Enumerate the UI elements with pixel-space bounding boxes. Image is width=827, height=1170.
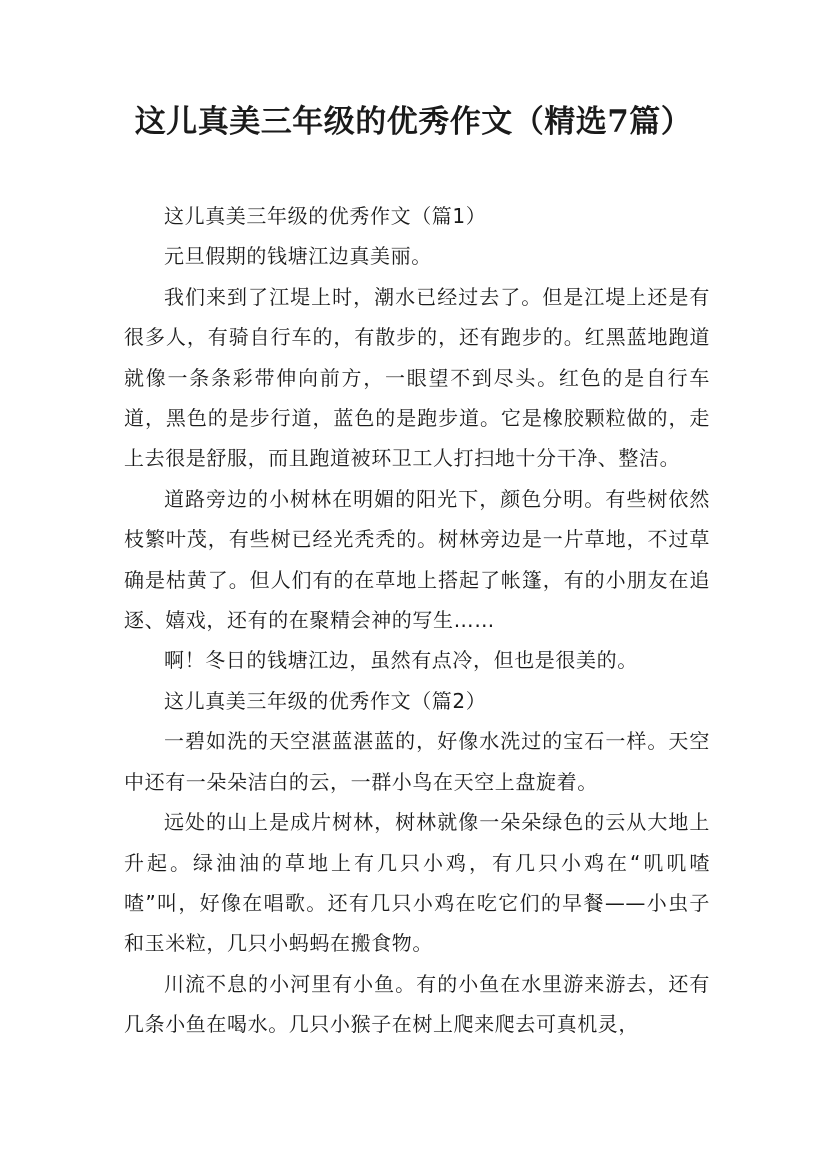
paragraph: 一碧如洗的天空湛蓝湛蓝的，好像水洗过的宝石一样。天空中还有一朵朵洁白的云，一群小鸟在天空上盘旋着。 <box>124 729 710 794</box>
paragraph: 川流不息的小河里有小鱼。有的小鱼在水里游来游去，还有几条小鱼在喝水。几只小猴子在树上爬来爬去可真机灵， <box>124 971 710 1037</box>
paragraph: 我们来到了江堤上时，潮水已经过去了。但是江堤上还是有很多人，有骑自行车的，有散步的，还有跑步的。红黑蓝地跑道就像一条条彩带伸向前方，一眼望不到尽头。红色的是自行车道，黑色的是步行道，蓝色的是跑步道。它是橡胶颗粒做的，走上去很是舒服，而且跑道被环卫工人打扫地十分干净、整洁。 <box>124 284 710 471</box>
essay-heading: 这儿真美三年级的优秀作文（篇1） <box>164 204 487 228</box>
paragraph: 元旦假期的钱塘江边真美丽。 <box>164 244 432 269</box>
essay-heading: 这儿真美三年级的优秀作文（篇2） <box>164 688 487 713</box>
document-title: 这儿真美三年级的优秀作文（精选7篇） <box>134 104 693 140</box>
paragraph: 啊！冬日的钱塘江边，虽然有点冷，但也是很美的。 <box>164 648 638 673</box>
paragraph: 远处的山上是成片树林，树林就像一朵朵绿色的云从大地上升起。绿油油的草地上有几只小鸡，有几只小鸡在“叽叽喳喳”叫，好像在唱歌。还有几只小鸡在吃它们的早餐——小虫子和玉米粒，几只小蚂蚂在搬食物。 <box>124 810 710 956</box>
document-body <box>124 196 710 1045</box>
paragraph: 道路旁边的小树林在明媚的阳光下，颜色分明。有些树依然枝繁叶茂，有些树已经光秃秃的。树林旁边是一片草地，不过草确是枯黄了。但人们有的在草地上搭起了帐篷，有的小朋友在追逐、嬉戏，还有的在聚精会神的写生…… <box>124 486 710 633</box>
